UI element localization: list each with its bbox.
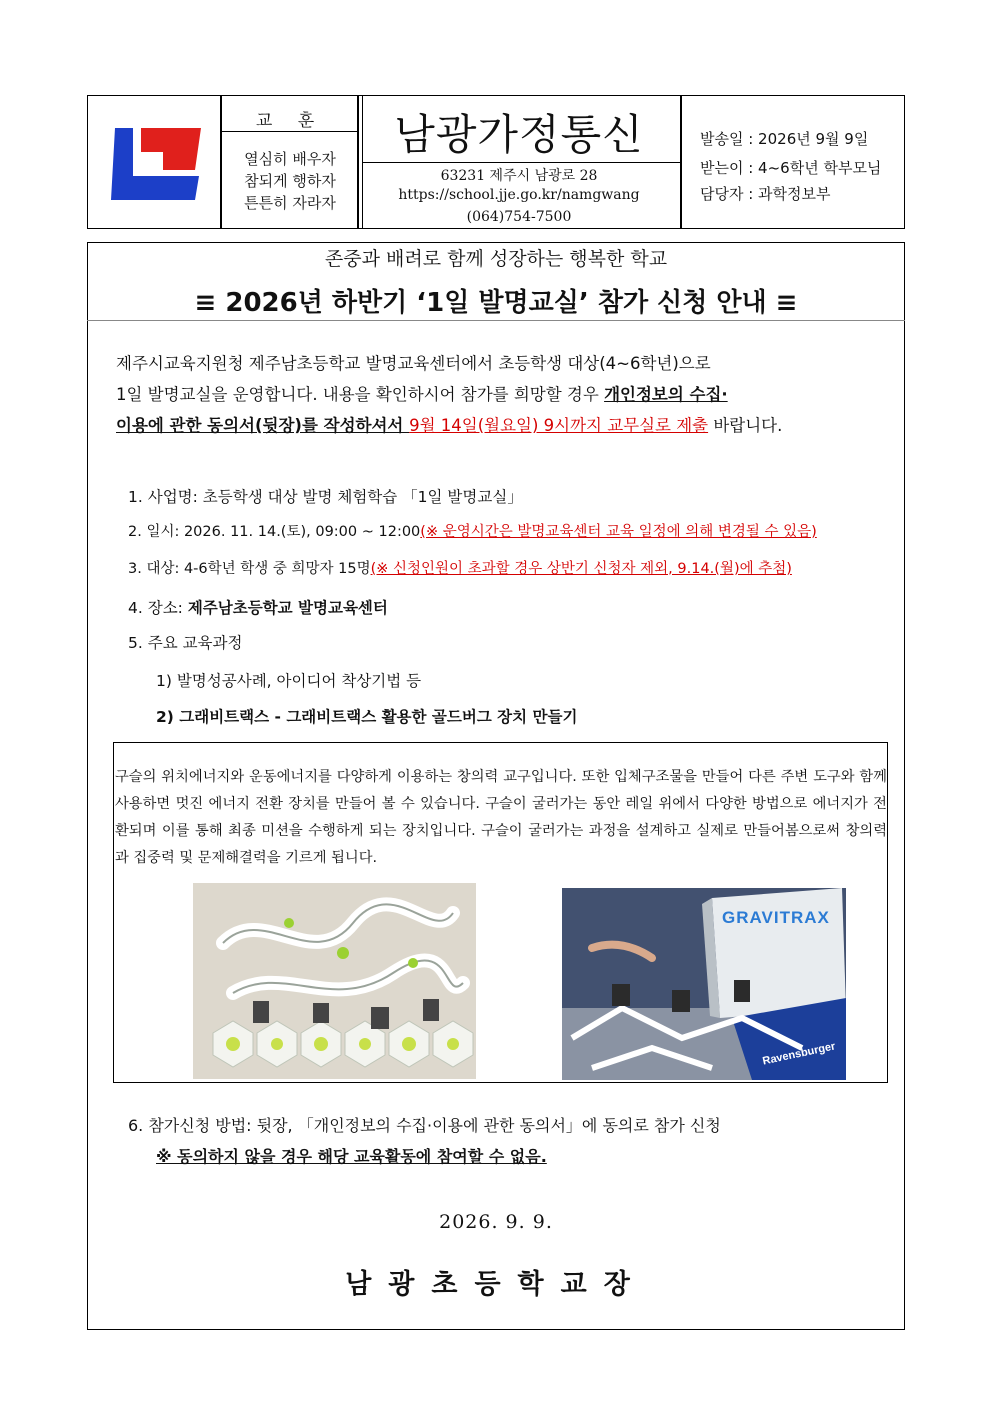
school-phone: (064)754-7500 xyxy=(466,209,572,225)
gravitrax-description: 구슬의 위치에너지와 운동에너지를 다양하게 이용하는 창의력 교구입니다. 또한 입체구조물을 만들어 다른 주변 도구와 함께 사용하면 멋진 에너지 전환 장치를 만들어 볼 수 있습니다. 구슬이 굴러가는 동안 레일 위에서 다양한 방법으로 에너지가 전환되며 이를 통해 최종 미션을 수행하게 되는 장치입니다. 구슬이 굴러가는 과정을 설계하고 실제로 만들어봄으로써 창의력과 집중력 및 문제해결력을 기르게 됩니다. xyxy=(115,769,887,866)
motto-line: 튼튼히 자라자 xyxy=(244,194,336,212)
school-logo-icon xyxy=(107,122,207,202)
gravitrax-product-photo xyxy=(562,888,846,1080)
curriculum-sub-item: 1) 발명성공사례, 아이디어 착상기법 등 xyxy=(156,672,422,690)
schedule-note: (※ 운영시간은 발명교육센터 교육 일정에 의해 변경될 수 있음) xyxy=(420,524,817,540)
intro-line: 제주시교육지원청 제주남초등학교 발명교육센터에서 초등학생 대상(4~6학년)으로 xyxy=(116,354,711,373)
divider xyxy=(363,162,681,163)
consent-highlight: 개인정보의 수집· xyxy=(604,385,728,404)
schedule-text: 2. 일시: 2026. 11. 14.(토), 09:00 ~ 12:00 xyxy=(128,524,421,540)
divider xyxy=(220,131,358,132)
item-program-name: 1. 사업명: 초등학생 대상 발명 체험학습 「1일 발명교실」 xyxy=(128,488,523,506)
title-divider xyxy=(87,320,905,321)
recipient: 받는이 : 4~6학년 학부모님 xyxy=(700,159,882,177)
school-url: https://school.jje.go.kr/namgwang xyxy=(398,187,640,203)
intro-line xyxy=(116,380,916,410)
target-text: 3. 대상: 4-6학년 학생 중 희망자 15명 xyxy=(128,561,371,577)
curriculum-sub-item: 2) 그래비트랙스 - 그래비트랙스 활용한 골드버그 장치 만들기 xyxy=(156,708,578,726)
school-address: 63231 제주시 남광로 28 xyxy=(440,168,598,184)
principal-signature: 남광초등학교장 xyxy=(345,1269,647,1300)
target-note: (※ 신청인원이 초과할 경우 상반기 신청자 제외, 9.14.(월)에 추첨) xyxy=(370,561,792,577)
gravitrax-board-photo xyxy=(193,883,476,1079)
intro-text: 1일 발명교실을 운영합니다. 내용을 확인하시어 참가를 희망할 경우 xyxy=(116,385,605,404)
deadline-highlight: 9월 14일(월요일) 9시까지 교무실로 제출 xyxy=(409,416,709,435)
location-label: 4. 장소: xyxy=(128,599,188,617)
notice-title: ≡ 2026년 하반기 ‘1일 발명교실’ 참가 신청 안내 ≡ xyxy=(194,288,798,318)
intro-line xyxy=(116,411,916,441)
location-value: 제주남초등학교 발명교육센터 xyxy=(187,599,388,617)
manager: 담당자 : 과학정보부 xyxy=(700,185,831,203)
item-target xyxy=(128,557,792,578)
intro-text: 바랍니다. xyxy=(708,416,783,435)
item-curriculum: 5. 주요 교육과정 xyxy=(128,634,243,652)
product-brand: GRAVITRAX xyxy=(722,908,830,927)
publication-title: 남광가정통신 xyxy=(394,110,644,159)
motto-title: 교 훈 xyxy=(255,111,325,131)
product-maker: Ravensburger xyxy=(761,1040,837,1068)
consent-warning: ※ 동의하지 않을 경우 해당 교육활동에 참여할 수 없음. xyxy=(156,1147,547,1166)
motto-line: 참되게 행하자 xyxy=(244,172,336,190)
notice-date: 2026. 9. 9. xyxy=(439,1211,553,1233)
item-schedule xyxy=(128,520,817,541)
school-slogan: 존중과 배려로 함께 성장하는 행복한 학교 xyxy=(324,248,668,270)
item-application-method: 6. 참가신청 방법: 뒷장, 「개인정보의 수집·이용에 관한 동의서」에 동의로 참가 신청 xyxy=(128,1116,721,1135)
consent-highlight: 이용에 관한 동의서(뒷장)를 작성하셔서 xyxy=(116,416,410,435)
send-date: 발송일 : 2026년 9월 9일 xyxy=(700,130,869,148)
motto-line: 열심히 배우자 xyxy=(244,150,336,168)
item-location xyxy=(128,596,388,618)
